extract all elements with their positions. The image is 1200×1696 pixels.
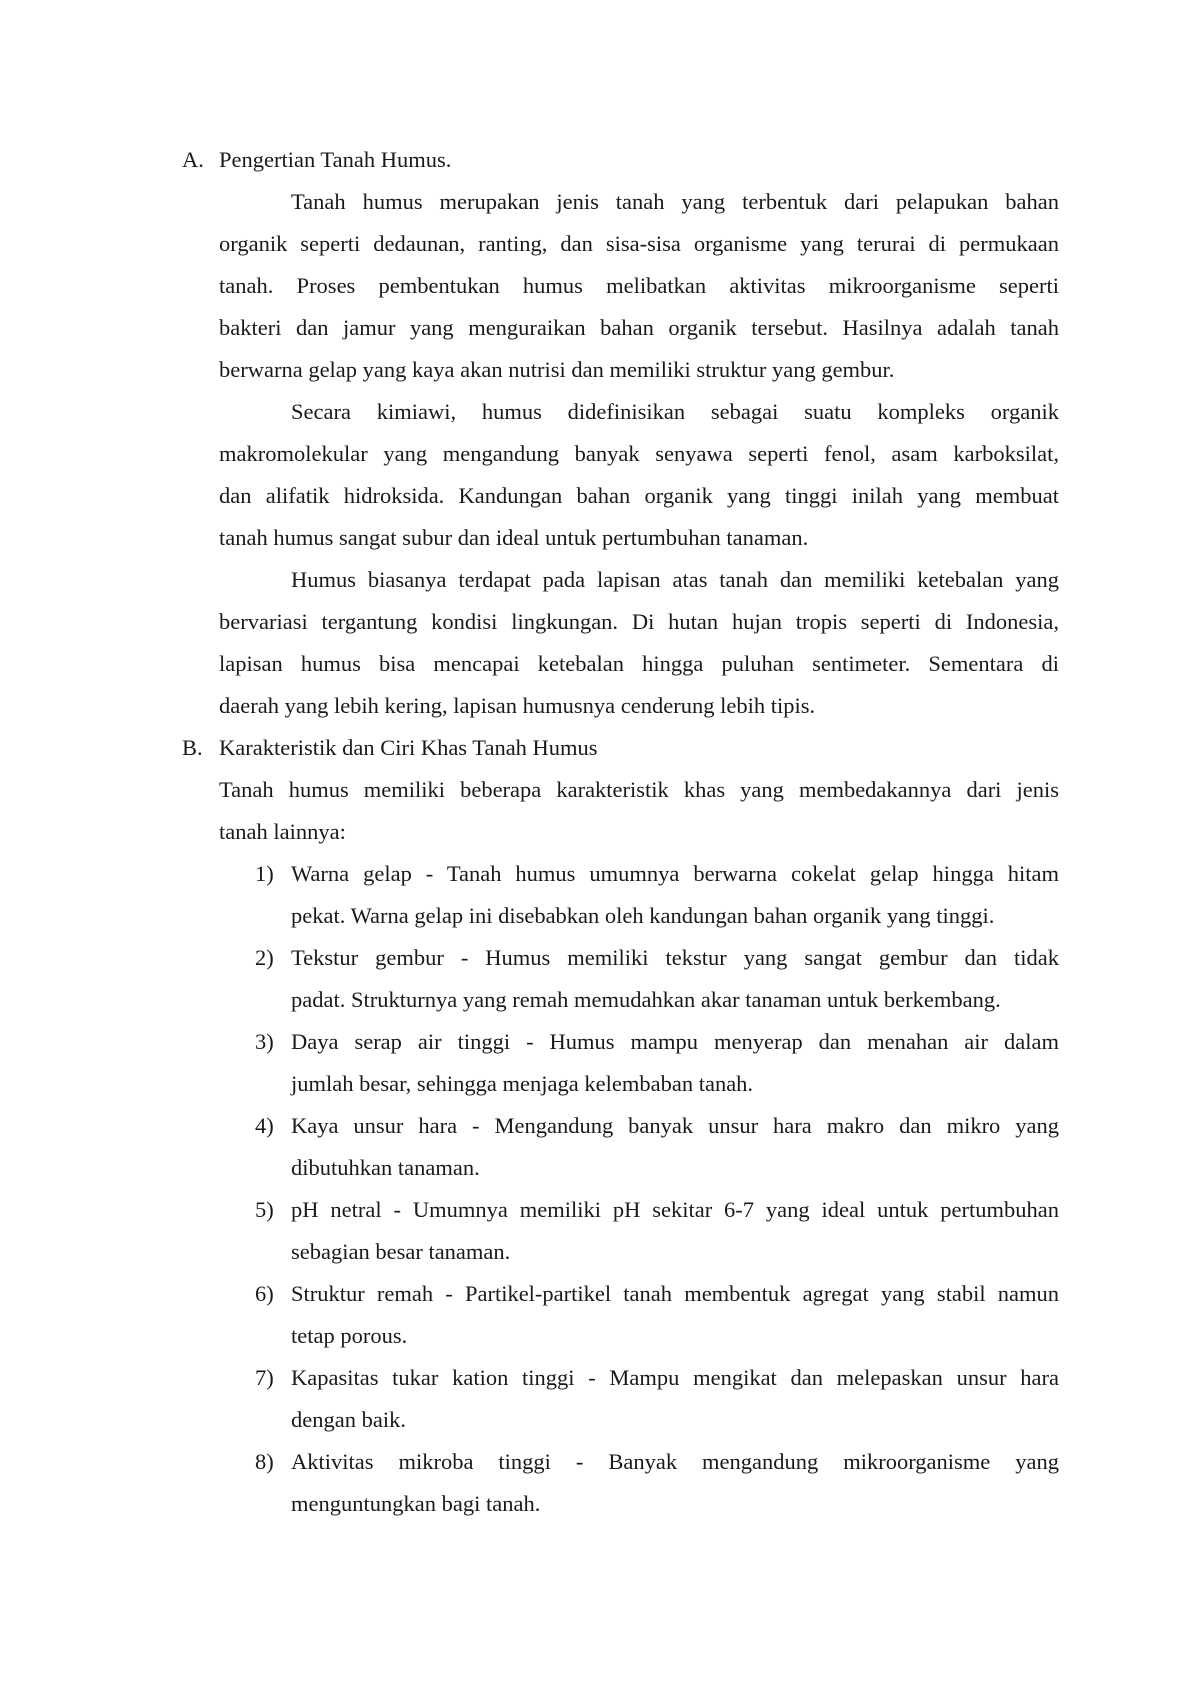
list-item-line: Daya serap air tinggi - Humus mampu menyerap dan menahan air dalam	[291, 1029, 1059, 1054]
list-item-line: Tekstur gembur - Humus memiliki tekstur yang sangat gembur dan tidak	[291, 945, 1059, 970]
section-a-letter: A.	[182, 147, 204, 172]
section-a-p2-line-2: makromolekular yang mengandung banyak senyawa seperti fenol, asam karboksilat,	[219, 441, 1059, 466]
section-a-p3-line-3: lapisan humus bisa mencapai ketebalan hingga puluhan sentimeter. Sementara di	[219, 651, 1059, 676]
list-item-line: pH netral - Umumnya memiliki pH sekitar 6-7 yang ideal untuk pertumbuhan	[291, 1197, 1059, 1222]
list-item-number: 5)	[255, 1197, 274, 1222]
list-item-line: padat. Strukturnya yang remah memudahkan akar tanaman untuk berkembang.	[291, 987, 1001, 1012]
list-item-number: 7)	[255, 1365, 274, 1390]
section-a-p1-line-5: berwarna gelap yang kaya akan nutrisi dan memiliki struktur yang gembur.	[219, 357, 895, 382]
section-b-intro-line-2: tanah lainnya:	[219, 819, 346, 844]
list-item-number: 2)	[255, 945, 274, 970]
section-a-p1-line-1: Tanah humus merupakan jenis tanah yang terbentuk dari pelapukan bahan	[291, 189, 1059, 214]
section-a-p3-line-1: Humus biasanya terdapat pada lapisan atas tanah dan memiliki ketebalan yang	[291, 567, 1059, 592]
list-item-number: 1)	[255, 861, 274, 886]
list-item-line: Warna gelap - Tanah humus umumnya berwarna cokelat gelap hingga hitam	[291, 861, 1059, 886]
list-item-line: jumlah besar, sehingga menjaga kelembaban tanah.	[291, 1071, 754, 1096]
list-item-number: 4)	[255, 1113, 274, 1138]
list-item-line: dibutuhkan tanaman.	[291, 1155, 480, 1180]
section-a-p1-line-2: organik seperti dedaunan, ranting, dan sisa-sisa organisme yang terurai di permukaan	[219, 231, 1059, 256]
list-item-line: pekat. Warna gelap ini disebabkan oleh kandungan bahan organik yang tinggi.	[291, 903, 995, 928]
list-item-line: sebagian besar tanaman.	[291, 1239, 511, 1264]
list-item-line: Kaya unsur hara - Mengandung banyak unsur hara makro dan mikro yang	[291, 1113, 1059, 1138]
list-item-line: dengan baik.	[291, 1407, 406, 1432]
section-a-p1-line-3: tanah. Proses pembentukan humus melibatkan aktivitas mikroorganisme seperti	[219, 273, 1059, 298]
section-a-p2-line-1: Secara kimiawi, humus didefinisikan sebagai suatu kompleks organik	[291, 399, 1059, 424]
section-b-title: Karakteristik dan Ciri Khas Tanah Humus	[219, 735, 598, 760]
section-a-p2-line-3: dan alifatik hidroksida. Kandungan bahan organik yang tinggi inilah yang membuat	[219, 483, 1059, 508]
list-item-number: 8)	[255, 1449, 274, 1474]
list-item-line: Kapasitas tukar kation tinggi - Mampu mengikat dan melepaskan unsur hara	[291, 1365, 1059, 1390]
section-b-intro-line-1: Tanah humus memiliki beberapa karakteristik khas yang membedakannya dari jenis	[219, 777, 1059, 802]
list-item-number: 3)	[255, 1029, 274, 1054]
list-item-number: 6)	[255, 1281, 274, 1306]
section-a-p2-line-4: tanah humus sangat subur dan ideal untuk pertumbuhan tanaman.	[219, 525, 809, 550]
list-item-line: tetap porous.	[291, 1323, 408, 1348]
section-a-p1-line-4: bakteri dan jamur yang menguraikan bahan organik tersebut. Hasilnya adalah tanah	[219, 315, 1059, 340]
list-item-line: menguntungkan bagi tanah.	[291, 1491, 541, 1516]
list-item-line: Aktivitas mikroba tinggi - Banyak mengandung mikroorganisme yang	[291, 1449, 1059, 1474]
list-item-line: Struktur remah - Partikel-partikel tanah membentuk agregat yang stabil namun	[291, 1281, 1059, 1306]
section-a-title: Pengertian Tanah Humus.	[219, 147, 452, 172]
section-a-p3-line-4: daerah yang lebih kering, lapisan humusnya cenderung lebih tipis.	[219, 693, 816, 718]
section-b-letter: B.	[182, 735, 203, 760]
section-a-p3-line-2: bervariasi tergantung kondisi lingkungan. Di hutan hujan tropis seperti di Indonesia,	[219, 609, 1059, 634]
